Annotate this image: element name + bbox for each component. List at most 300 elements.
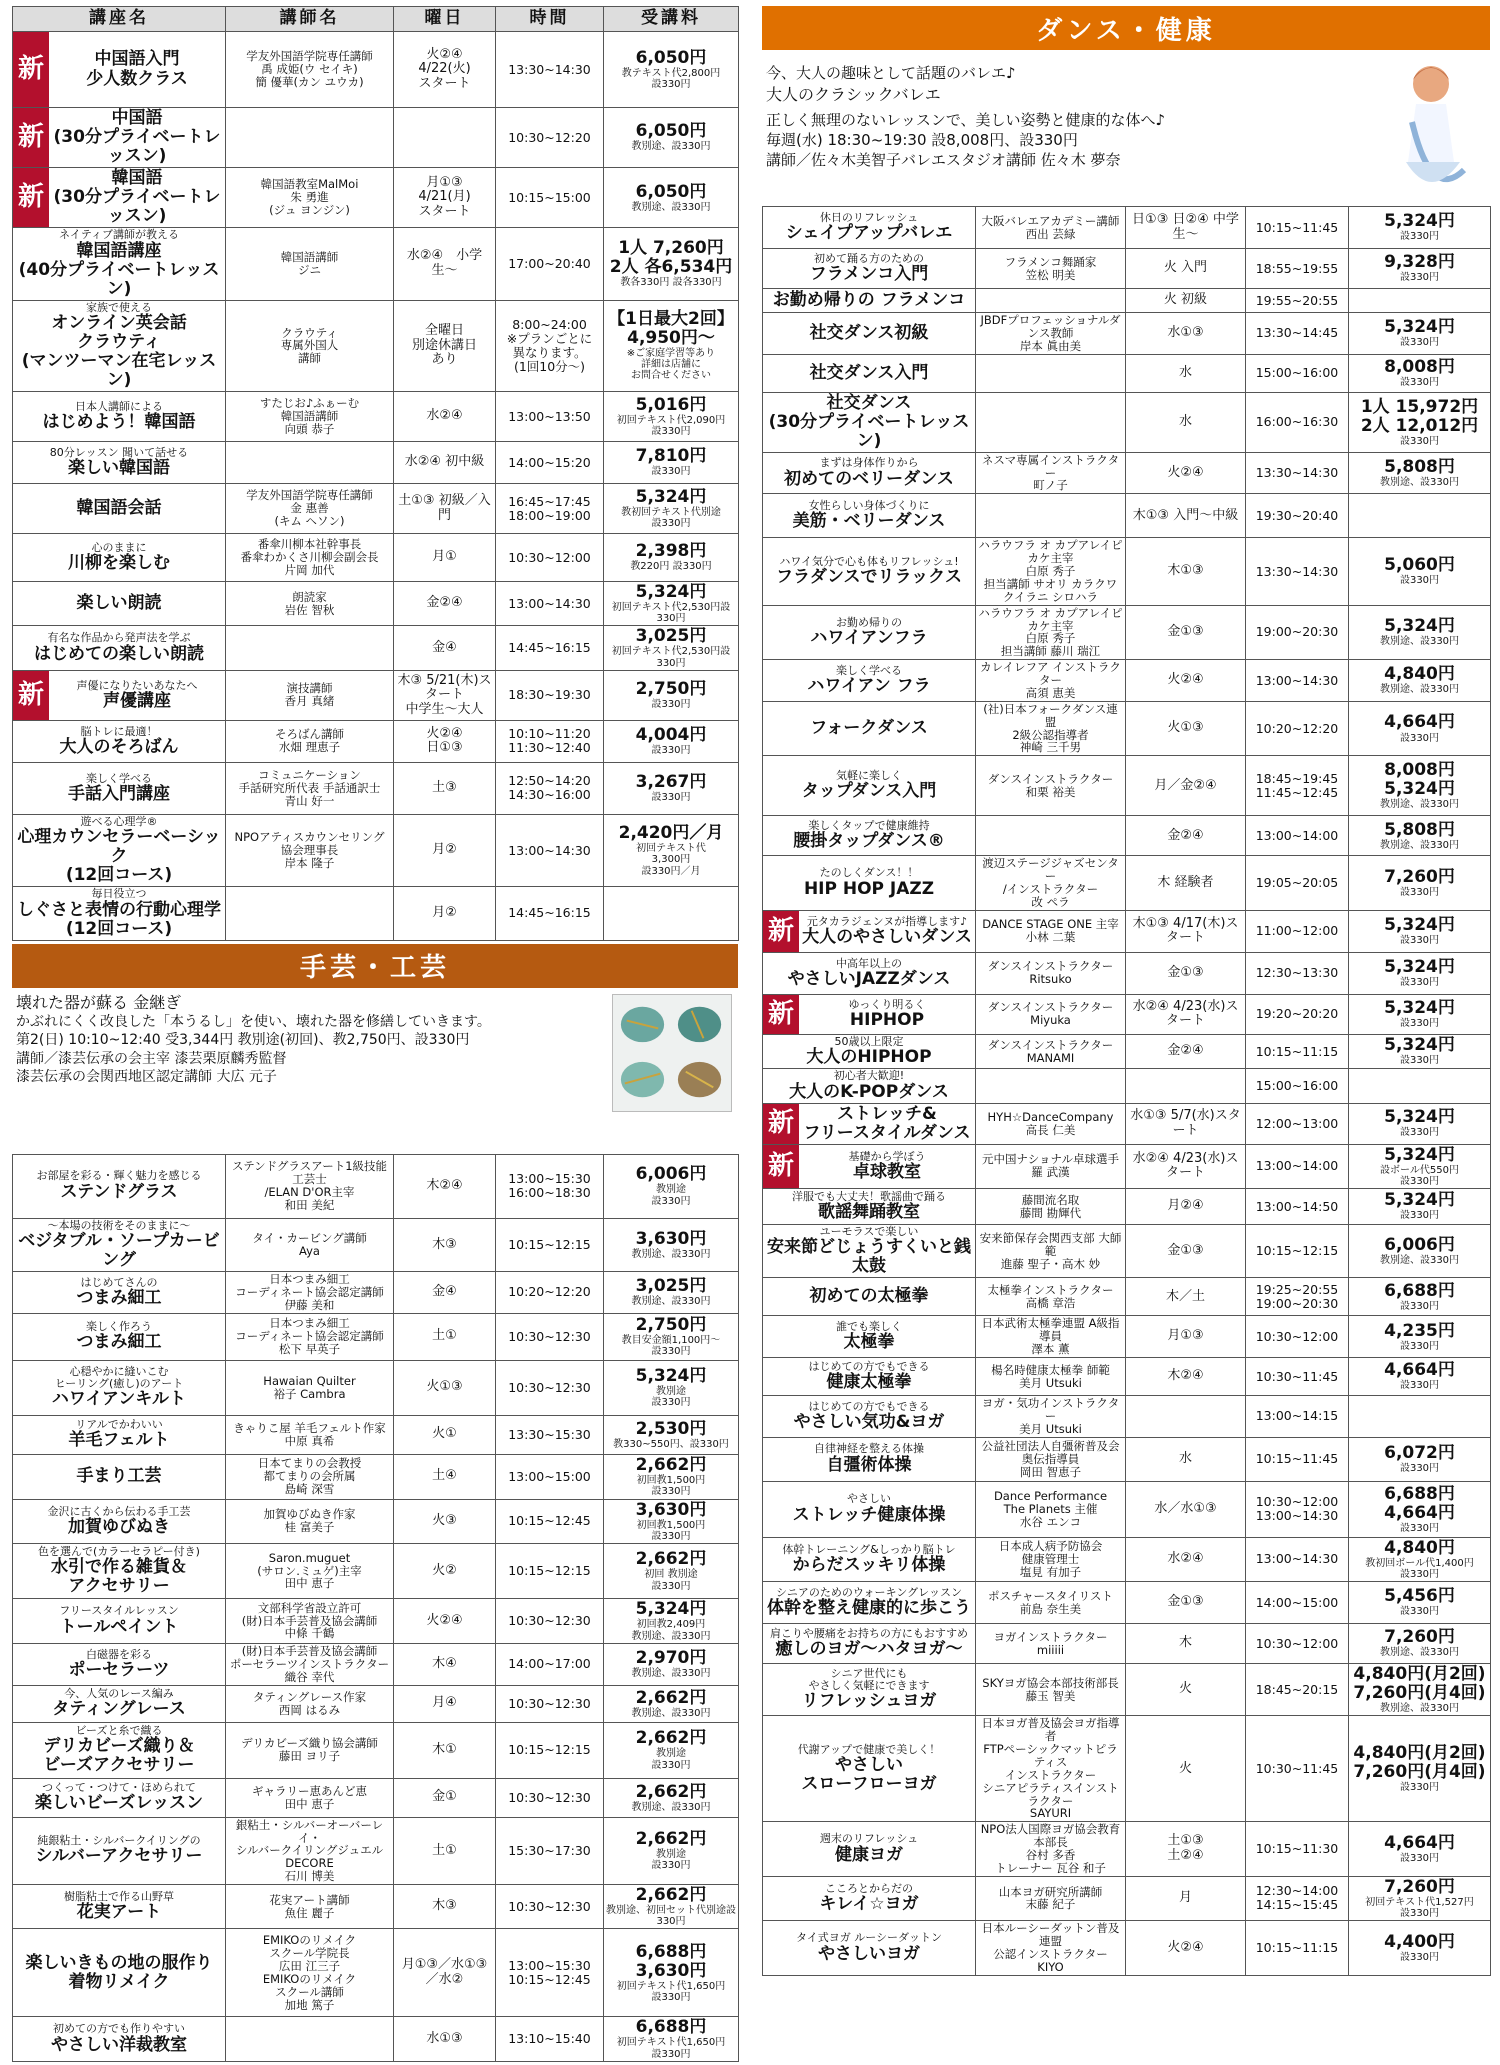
fee-cell bbox=[1349, 1437, 1491, 1481]
time-cell: 10:30~12:00 bbox=[496, 534, 604, 582]
course-title: タップダンス入門 bbox=[801, 781, 937, 802]
fee-note: 設330円 bbox=[1399, 1127, 1440, 1139]
fee-cell bbox=[1349, 249, 1491, 289]
course-name-cell bbox=[763, 910, 976, 952]
fee-cell bbox=[1349, 538, 1491, 605]
fee-cell bbox=[1349, 1396, 1491, 1438]
day-cell: 火①③ bbox=[1126, 701, 1246, 756]
instructor-cell: 渡辺ステージジャズセンター /インストラクター 改 ペラ bbox=[976, 856, 1126, 911]
day-cell: 金①③ bbox=[1126, 605, 1246, 660]
day-cell: 火①③ bbox=[394, 1360, 496, 1415]
course-title: タティングレース bbox=[52, 1699, 186, 1720]
fee-cell bbox=[1349, 1034, 1491, 1068]
course-title: 羊毛フェルト bbox=[68, 1430, 170, 1451]
instructor-cell: (社)日本フォークダンス連盟 2級公認指導者 神崎 三千男 bbox=[976, 701, 1126, 756]
feature-line: 講師／佐々木美智子バレエスタジオ講師 佐々木 夢奈 bbox=[766, 150, 1121, 169]
course-row bbox=[13, 1454, 739, 1499]
fee-note: 教初回ボール代1,400円 設330円 bbox=[1365, 1557, 1474, 1580]
course-title: やさしいヨガ bbox=[818, 1943, 920, 1964]
course-subtitle: ユーモラスで楽しい bbox=[819, 1225, 919, 1238]
course-row bbox=[13, 392, 739, 442]
course-subtitle: 基礎から学ぼう bbox=[848, 1149, 926, 1163]
fee-value: 3,025円 bbox=[635, 1276, 707, 1297]
course-name-cell bbox=[13, 814, 226, 886]
time-cell: 14:00~15:00 bbox=[1246, 1582, 1349, 1624]
feature-title: 壊れた器が蘇る 金継ぎ bbox=[16, 992, 182, 1012]
course-name-cell bbox=[13, 228, 226, 300]
instructor-cell: JBDFプロフェッショナルダンス教師 岸本 眞由美 bbox=[976, 313, 1126, 355]
fee-note: 設330円 bbox=[1399, 231, 1440, 243]
course-title: キレイ☆ヨガ bbox=[819, 1894, 919, 1915]
course-name-cell bbox=[763, 1225, 976, 1278]
course-title: やさしい洋裁教室 bbox=[51, 2034, 187, 2055]
time-cell: 19:25~20:55 19:00~20:30 bbox=[1246, 1278, 1349, 1316]
day-cell: 月／金②④ bbox=[1126, 756, 1246, 816]
fee-note: 教別途 設330円 bbox=[651, 1849, 691, 1872]
day-cell: 月②④ bbox=[1126, 1189, 1246, 1225]
fee-cell bbox=[604, 1218, 739, 1271]
fee-cell bbox=[1349, 756, 1491, 816]
course-name-cell bbox=[763, 392, 976, 452]
course-name-cell bbox=[763, 1624, 976, 1664]
day-cell: 木③ bbox=[394, 1218, 496, 1271]
course-subtitle: お勤め帰りの bbox=[836, 615, 902, 629]
course-row bbox=[13, 582, 739, 626]
course-subtitle: ハワイ気分で心も体もリフレッシュ! bbox=[779, 554, 959, 568]
fee-value: 2,662円 bbox=[635, 1454, 707, 1475]
fee-note: 設330円 bbox=[651, 466, 691, 478]
course-name-cell bbox=[763, 207, 976, 249]
course-name-cell bbox=[763, 1069, 976, 1103]
instructor-cell: カレイレフア インストラクター 高須 恵美 bbox=[976, 660, 1126, 702]
fee-value: 4,840円(月2回) 7,260円(月4回) bbox=[1353, 1664, 1486, 1704]
instructor-cell: SKYヨガ協会本部技術部長 藤玉 智美 bbox=[976, 1664, 1126, 1716]
course-title: 手話入門講座 bbox=[68, 783, 170, 804]
course-title: 社交ダンス初級 bbox=[809, 322, 929, 343]
course-row bbox=[763, 1189, 1491, 1225]
course-subtitle: はじめての方でもできる bbox=[808, 1359, 930, 1373]
course-row bbox=[13, 534, 739, 582]
fee-cell bbox=[604, 762, 739, 814]
fee-note: 教別途、設330円 bbox=[1379, 636, 1460, 648]
course-subtitle: 白磁器を彩る bbox=[86, 1647, 152, 1661]
fee-cell bbox=[604, 392, 739, 442]
fee-note: 初回テキスト代1,527円 設330円 bbox=[1365, 1896, 1474, 1919]
fee-value: 2,750円 bbox=[635, 1314, 707, 1335]
fee-cell bbox=[604, 626, 739, 670]
fee-note: 設330円 bbox=[1399, 1782, 1440, 1794]
course-title: 中国語入門 少人数クラス bbox=[86, 49, 188, 89]
course-name-cell bbox=[763, 289, 976, 313]
course-subtitle: シニアのためのウォーキングレッスン bbox=[775, 1585, 963, 1599]
course-subtitle: 初めての方でも作りやすい bbox=[53, 2022, 185, 2036]
fee-value: 4,664円 bbox=[1384, 712, 1455, 733]
course-title: 花実アート bbox=[76, 1902, 162, 1923]
course-title: 楽しい朗読 bbox=[76, 593, 162, 614]
fee-cell bbox=[1349, 392, 1491, 452]
day-cell: 土① bbox=[394, 1313, 496, 1360]
day-cell: 火②④ 日①③ bbox=[394, 720, 496, 762]
new-badge: 新 bbox=[763, 995, 799, 1034]
instructor-cell: 日本武術太極拳連盟 A級指導員 澤本 薫 bbox=[976, 1316, 1126, 1358]
fee-cell bbox=[604, 1154, 739, 1218]
fee-note: 教別途、設330円 bbox=[1379, 1703, 1460, 1715]
course-title: HIP HOP JAZZ bbox=[803, 878, 935, 899]
course-row bbox=[13, 1885, 739, 1929]
course-name-cell bbox=[763, 1103, 976, 1144]
time-cell: 10:15~15:00 bbox=[496, 168, 604, 228]
day-cell: 水／水①③ bbox=[1126, 1481, 1246, 1537]
fee-note: 教テキスト代2,800円 設330円 bbox=[621, 67, 721, 91]
fee-cell bbox=[604, 300, 739, 391]
instructor-cell: 学友外国語学院専任講師 禹 成姫(ウ セイキ) 簡 優華(カン ユウカ) bbox=[226, 32, 394, 108]
feature-line: 漆芸伝承の会関西地区認定講師 大広 元子 bbox=[16, 1069, 277, 1086]
course-name-cell bbox=[763, 856, 976, 911]
instructor-cell bbox=[976, 1069, 1126, 1103]
time-cell: 14:45~16:15 bbox=[496, 626, 604, 670]
instructor-cell: NPOアティスカウンセリング 協会理事長 岸本 隆子 bbox=[226, 814, 394, 886]
day-cell: 全曜日 別途休講日 あり bbox=[394, 300, 496, 391]
course-subtitle: やさしい bbox=[847, 1492, 891, 1506]
course-name-cell bbox=[763, 1437, 976, 1481]
course-subtitle: 代謝アップで健康で美しく！ bbox=[797, 1742, 941, 1756]
time-cell: 13:30~14:30 bbox=[1246, 452, 1349, 494]
course-subtitle: 気軽に楽しく bbox=[836, 769, 902, 783]
course-name-cell bbox=[763, 452, 976, 494]
instructor-cell: 加賀ゆびぬき作家 桂 富美子 bbox=[226, 1499, 394, 1543]
course-name-cell bbox=[13, 626, 226, 670]
fee-note: 初回教2,409円 教別途、設330円 bbox=[631, 1619, 711, 1642]
course-row bbox=[13, 1722, 739, 1778]
fee-cell bbox=[1349, 856, 1491, 911]
course-subtitle: ビーズと糸で織る bbox=[75, 1723, 163, 1737]
course-subtitle: フリースタイルレッスン bbox=[59, 1604, 179, 1618]
feature-title: 大人のクラシックバレエ bbox=[766, 84, 941, 104]
time-cell: 10:15~11:15 bbox=[1246, 1034, 1349, 1068]
fee-value: 2,970円 bbox=[635, 1648, 707, 1669]
section-title-handicraft: 手芸・工芸 bbox=[12, 944, 738, 988]
instructor-cell: タイ・カービング講師 Aya bbox=[226, 1218, 394, 1271]
time-cell: 10:15~11:45 bbox=[1246, 1437, 1349, 1481]
fee-cell bbox=[604, 1644, 739, 1686]
course-subtitle: 休日のリフレッシュ bbox=[819, 210, 919, 224]
fee-cell bbox=[1349, 1716, 1491, 1822]
course-row bbox=[763, 1624, 1491, 1664]
fee-value: 2,662円 bbox=[635, 1829, 707, 1850]
time-cell: 13:00~15:00 bbox=[496, 1454, 604, 1499]
course-subtitle: 中高年以上の bbox=[836, 956, 902, 970]
fee-value: 4,664円 bbox=[1384, 1832, 1455, 1853]
fee-note: 設330円 bbox=[1399, 1055, 1440, 1067]
fee-cell bbox=[604, 1454, 739, 1499]
fee-value: 6,050円 bbox=[635, 181, 707, 202]
course-row bbox=[763, 1358, 1491, 1396]
course-subtitle: 樹脂粘土で作る山野草 bbox=[64, 1890, 174, 1904]
fee-value: 2,662円 bbox=[635, 1885, 707, 1906]
course-name-cell bbox=[763, 1537, 976, 1581]
fee-value: 3,025円 bbox=[635, 626, 707, 647]
fee-cell bbox=[1349, 1822, 1491, 1877]
course-row bbox=[763, 392, 1491, 452]
fee-cell bbox=[1349, 1876, 1491, 1920]
course-name-cell bbox=[763, 605, 976, 660]
course-name-cell bbox=[13, 168, 226, 228]
day-cell: 木① bbox=[394, 1722, 496, 1778]
course-name-cell bbox=[13, 1154, 226, 1218]
day-cell: 火②④ bbox=[1126, 660, 1246, 702]
instructor-cell: EMIKOのリメイク スクール学院長 広田 江三子 EMIKOのリメイク スクール講師 加地 篤子 bbox=[226, 1929, 394, 2017]
fee-value: 8,008円 5,324円 bbox=[1384, 760, 1455, 800]
fee-value: 5,456円 bbox=[1384, 1586, 1455, 1607]
day-cell: 木③ 5/21(木)スタート 中学生〜大人 bbox=[394, 670, 496, 720]
fee-cell bbox=[604, 670, 739, 720]
instructor-cell: 日本つまみ細工 コーディネート協会認定講師 伊藤 美和 bbox=[226, 1272, 394, 1314]
fee-cell bbox=[604, 2017, 739, 2061]
course-name-cell bbox=[13, 1722, 226, 1778]
fee-note: 初回テキスト代2,090円 設330円 bbox=[616, 414, 726, 438]
day-cell: 木／土 bbox=[1126, 1278, 1246, 1316]
course-subtitle: ネイティブ講師が教える bbox=[59, 228, 179, 242]
fee-cell bbox=[604, 887, 739, 940]
fee-cell bbox=[604, 1272, 739, 1314]
day-cell: 金①③ bbox=[1126, 952, 1246, 994]
time-cell: 13:00~14:30 bbox=[496, 814, 604, 886]
time-cell: 16:00~16:30 bbox=[1246, 392, 1349, 452]
course-name-cell bbox=[763, 1921, 976, 1976]
course-title: ハワイアンフラ bbox=[810, 628, 928, 649]
course-row bbox=[763, 756, 1491, 816]
fee-note: 教別途、設330円 bbox=[1379, 799, 1460, 811]
course-title: トールペイント bbox=[59, 1616, 179, 1637]
day-cell: 土① bbox=[394, 1817, 496, 1884]
course-table-dance-health bbox=[762, 206, 1491, 1976]
fee-note: 設330円 bbox=[1399, 272, 1440, 284]
course-subtitle: お部屋を彩る・輝く魅力を感じる bbox=[36, 1169, 202, 1183]
day-cell: 土③ bbox=[394, 762, 496, 814]
instructor-cell: 太極拳インストラクター 高橋 章浩 bbox=[976, 1278, 1126, 1316]
course-title: 楽しいビーズレッスン bbox=[34, 1793, 204, 1814]
course-subtitle: 体幹トレーニング&しっかり脳トレ bbox=[782, 1542, 956, 1556]
course-row bbox=[13, 442, 739, 484]
fee-cell bbox=[1349, 313, 1491, 355]
fee-note: 初回テキスト代 3,300円 設330円／月 bbox=[636, 843, 706, 877]
time-cell: 10:30~12:30 bbox=[496, 1313, 604, 1360]
instructor-cell: ステンドグラスアート1級技能工芸士 /ELAN D'OR主宰 和田 美紀 bbox=[226, 1154, 394, 1218]
fee-cell bbox=[604, 168, 739, 228]
time-cell: 14:00~15:20 bbox=[496, 442, 604, 484]
course-title: 初めてのベリーダンス bbox=[784, 468, 954, 489]
course-row bbox=[13, 626, 739, 670]
course-title: フォークダンス bbox=[810, 718, 928, 739]
time-cell: 18:30~19:30 bbox=[496, 670, 604, 720]
fee-note: 設330円 bbox=[1399, 1210, 1440, 1222]
course-title: 加賀ゆびぬき bbox=[68, 1516, 170, 1537]
day-cell: 木 bbox=[1126, 1624, 1246, 1664]
course-row bbox=[763, 1664, 1491, 1716]
instructor-cell bbox=[976, 494, 1126, 538]
course-row bbox=[763, 1103, 1491, 1144]
fee-note: 教別途、初回セット代別途設330円 bbox=[606, 1905, 736, 1928]
course-title: 韓国語 (30分プライベートレッスン) bbox=[53, 168, 221, 227]
fee-note: ※ご家庭学習等あり 詳細は店舗に お問合せください bbox=[626, 348, 716, 382]
time-cell: 10:30~12:20 bbox=[496, 108, 604, 168]
instructor-cell: 日本ルーシーダットン普及連盟 公認インストラクター KIYO bbox=[976, 1921, 1126, 1976]
course-title: 中国語 (30分プライベートレッスン) bbox=[53, 108, 221, 167]
course-name-cell bbox=[13, 1685, 226, 1722]
day-cell bbox=[1126, 1069, 1246, 1103]
fee-value: 3,267円 bbox=[635, 772, 707, 793]
course-row bbox=[13, 228, 739, 300]
course-subtitle: 色を選んで(カラーセラピー付き) bbox=[38, 1544, 200, 1558]
course-subtitle: まずは身体作りから bbox=[819, 456, 919, 470]
course-row bbox=[13, 1644, 739, 1686]
course-row bbox=[13, 300, 739, 391]
course-title: ポーセラーツ bbox=[68, 1659, 170, 1680]
fee-note: 設330円 bbox=[651, 792, 691, 804]
course-title: 社交ダンス (30分プライベートレッスン) bbox=[768, 392, 970, 451]
fee-note: 教初回テキスト代別途 設330円 bbox=[621, 506, 721, 530]
course-subtitle: 80分レッスン 聞いて話せる bbox=[49, 445, 189, 459]
fee-cell bbox=[1349, 1144, 1491, 1188]
course-row bbox=[13, 1415, 739, 1454]
fee-cell bbox=[1349, 1664, 1491, 1716]
instructor-cell: 学友外国語学院専任講師 金 惠善 (キム ヘソン) bbox=[226, 484, 394, 534]
feature-line: 正しく無理のないレッスンで、美しい姿勢と健康的な体へ♪ bbox=[766, 110, 1166, 129]
day-cell: 火②④ bbox=[1126, 452, 1246, 494]
day-cell: 水①③ 5/7(水)スタート bbox=[1126, 1103, 1246, 1144]
day-cell: 水 bbox=[1126, 392, 1246, 452]
fee-value: 3,630円 bbox=[635, 1499, 707, 1520]
day-cell: 火 bbox=[1126, 1664, 1246, 1716]
course-title: シルバーアクセサリー bbox=[35, 1846, 203, 1867]
section-title-dance-health: ダンス・健康 bbox=[762, 6, 1490, 50]
course-title: 韓国語講座 (40分プライベートレッスン) bbox=[18, 240, 220, 299]
course-title: はじめての楽しい朗読 bbox=[34, 643, 204, 664]
feature-line: 毎週(水) 18:30~19:30 設8,008円、設330円 bbox=[766, 130, 1078, 149]
fee-cell bbox=[1349, 605, 1491, 660]
day-cell: 木①③ 入門〜中級 bbox=[1126, 494, 1246, 538]
day-cell: 金①③ bbox=[1126, 1225, 1246, 1278]
fee-value: 4,235円 bbox=[1384, 1320, 1455, 1341]
fee-cell bbox=[1349, 1624, 1491, 1664]
fee-cell bbox=[604, 1817, 739, 1884]
time-cell: 10:15~12:15 bbox=[496, 1722, 604, 1778]
course-name-cell bbox=[763, 1396, 976, 1438]
fee-value: 6,688円 4,664円 bbox=[1384, 1483, 1455, 1523]
fee-note: 教220円 設330円 bbox=[630, 561, 712, 573]
time-cell: 13:00~14:00 bbox=[1246, 1144, 1349, 1188]
course-subtitle: 楽しくタップで健康維持 bbox=[808, 819, 930, 833]
course-row bbox=[763, 1316, 1491, 1358]
day-cell: 日①③ 日②④ 中学生〜 bbox=[1126, 207, 1246, 249]
course-name-cell bbox=[763, 538, 976, 605]
fee-note: 教別途 設330円 bbox=[651, 1385, 691, 1409]
course-subtitle: 自律神経を整える体操 bbox=[814, 1442, 924, 1456]
course-row bbox=[763, 1822, 1491, 1877]
time-cell: 18:45~19:45 11:45~12:45 bbox=[1246, 756, 1349, 816]
course-subtitle: 楽しく作ろう bbox=[86, 1319, 152, 1333]
course-name-cell bbox=[13, 484, 226, 534]
course-subtitle: 有名な作品から発声法を学ぶ bbox=[47, 631, 191, 645]
fee-note: 設330円 bbox=[1399, 1951, 1440, 1963]
course-row bbox=[763, 1481, 1491, 1537]
fee-value: 2,530円 bbox=[635, 1418, 707, 1439]
fee-value: 6,688円 bbox=[1384, 1280, 1455, 1301]
kintsugi-bowls-photo bbox=[612, 994, 732, 1112]
instructor-cell: DANCE STAGE ONE 主宰 小林 二葉 bbox=[976, 910, 1126, 952]
time-cell: 15:00~16:00 bbox=[1246, 1069, 1349, 1103]
fee-value: 5,324円 bbox=[635, 1599, 707, 1620]
course-title: シェイプアップバレエ bbox=[785, 223, 953, 244]
fee-value: 1人 7,260円 2人 各6,534円 bbox=[609, 238, 733, 278]
course-name-cell bbox=[763, 1358, 976, 1396]
fee-value: 2,662円 bbox=[635, 1549, 707, 1570]
day-cell: 水 bbox=[1126, 354, 1246, 392]
fee-note: 初回 教別途 設330円 bbox=[644, 1569, 698, 1592]
time-cell: 10:30~12:30 bbox=[496, 1885, 604, 1929]
course-name-cell bbox=[13, 534, 226, 582]
time-cell: 19:20~20:20 bbox=[1246, 994, 1349, 1034]
fee-cell bbox=[604, 484, 739, 534]
fee-value: 5,324円 bbox=[1384, 211, 1455, 232]
fee-note: 教別途、設330円 bbox=[631, 1801, 711, 1813]
course-name-cell bbox=[13, 762, 226, 814]
day-cell: 土①③ 初級／入門 bbox=[394, 484, 496, 534]
time-cell: 10:20~12:20 bbox=[1246, 701, 1349, 756]
course-subtitle: 純銀粘土・シルバークイリングの bbox=[37, 1834, 201, 1848]
fee-value: 4,664円 bbox=[1384, 1360, 1455, 1381]
instructor-cell: 楊名時健康太極拳 師範 美月 Utsuki bbox=[976, 1358, 1126, 1396]
fee-cell bbox=[604, 442, 739, 484]
course-row bbox=[763, 1437, 1491, 1481]
course-name-cell bbox=[13, 442, 226, 484]
course-title: 社交ダンス入門 bbox=[809, 362, 929, 383]
course-row bbox=[763, 856, 1491, 911]
course-row bbox=[763, 994, 1491, 1034]
course-subtitle: たのしくダンス！！ bbox=[819, 866, 919, 880]
course-name-cell bbox=[763, 1822, 976, 1877]
time-cell: 10:30~12:00 13:00~14:30 bbox=[1246, 1481, 1349, 1537]
day-cell bbox=[1126, 1396, 1246, 1438]
instructor-cell: 番傘川柳本社幹事長 番傘わかくさ川柳会副会長 片岡 加代 bbox=[226, 534, 394, 582]
course-name-cell bbox=[763, 249, 976, 289]
fee-cell bbox=[604, 534, 739, 582]
course-row bbox=[13, 1778, 739, 1817]
day-cell: 木 経験者 bbox=[1126, 856, 1246, 911]
time-cell: 13:00~14:30 bbox=[1246, 660, 1349, 702]
course-subtitle: はじめてさんの bbox=[80, 1275, 158, 1289]
course-row bbox=[763, 605, 1491, 660]
course-name-cell bbox=[13, 887, 226, 940]
time-cell: 12:50~14:20 14:30~16:00 bbox=[496, 762, 604, 814]
fee-cell bbox=[604, 1722, 739, 1778]
new-badge: 新 bbox=[763, 911, 799, 952]
fee-cell bbox=[1349, 1069, 1491, 1103]
course-row bbox=[13, 108, 739, 168]
course-subtitle: 週末のリフレッシュ bbox=[819, 1832, 919, 1846]
time-cell: 11:00~12:00 bbox=[1246, 910, 1349, 952]
course-name-cell bbox=[13, 1415, 226, 1454]
instructor-cell: 公益社団法人自彊術普及会 奥伝指導員 岡田 智恵子 bbox=[976, 1437, 1126, 1481]
instructor-cell: クラウティ 専属外国人 講師 bbox=[226, 300, 394, 391]
course-title: 水引で作る雑貨＆ アクセサリー bbox=[51, 1557, 187, 1597]
course-title: ストレッチ健康体操 bbox=[792, 1504, 946, 1525]
course-subtitle: 誰でも楽しく bbox=[836, 1320, 902, 1334]
fee-note: 設330円 bbox=[651, 745, 691, 757]
course-subtitle: 心穏やかに縫いこむ ヒーリング(癒し)のアート bbox=[54, 1364, 184, 1391]
day-cell: 水②④ bbox=[1126, 1537, 1246, 1581]
instructor-cell: 日本つまみ細工 コーディネート協会認定講師 松下 早英子 bbox=[226, 1313, 394, 1360]
